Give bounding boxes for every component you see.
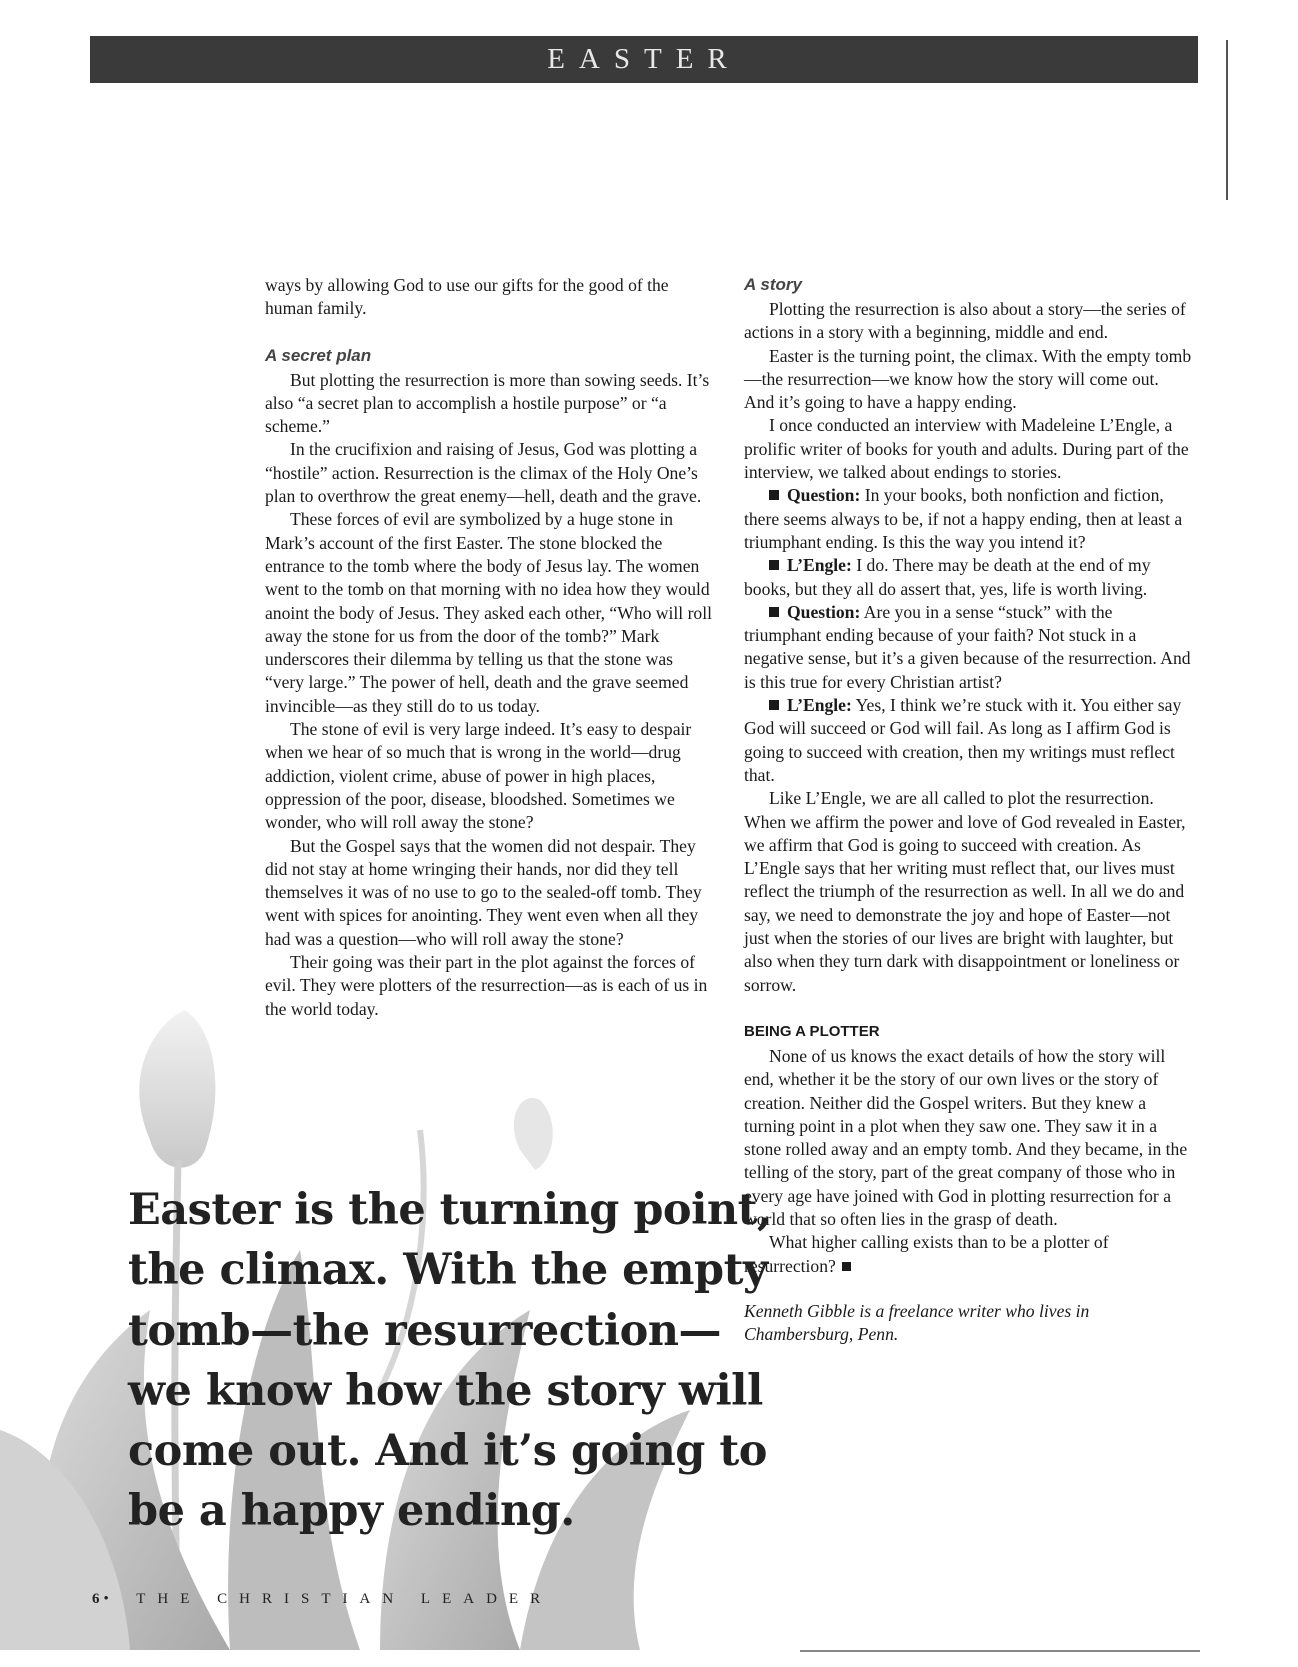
body-paragraph: In the crucifixion and raising of Jesus, God was plotting a “hostile” action. Resurrection is the climax of the Holy One’s plan to overthrow the great enemy—hell, death and the grave.: [265, 439, 702, 507]
body-paragraph: Their going was their part in the plot against the forces of evil. They were plotters of the resurrection—as is each of us in the world today.: [265, 952, 708, 1019]
pull-quote-line: we know how the story will: [128, 1365, 763, 1416]
square-bullet-icon: [769, 607, 779, 617]
page-number: 6: [92, 1591, 104, 1607]
interview-text: Are you in a sense “stuck” with the triumphant ending because of your faith? Not stuck in a negative sense, but it’s a given because of the resurrection. And is this true for every Christian artist?: [744, 601, 1191, 692]
closing-paragraph: [744, 1231, 1192, 1278]
bottom-rule: [800, 1650, 1200, 1652]
interview-entry: [744, 484, 1192, 554]
interview-entry: [744, 554, 1192, 601]
author-byline: Kenneth Gibble is a freelance writer who lives in Chambersburg, Penn.: [744, 1300, 1090, 1345]
left-column: [265, 274, 713, 1021]
interview-label: Question:: [787, 485, 861, 506]
body-paragraph: Easter is the turning point, the climax. With the empty tomb—the resurrection—we know how the story will come out. And it’s going to have a happy ending.: [744, 345, 1192, 413]
intro-paragraph: ways by allowing God to use our gifts for the good of the human family.: [265, 275, 669, 319]
margin-rule: [1226, 40, 1228, 200]
interview-text: I do. There may be death at the end of my books, but they all do assert that, yes, life is worth living.: [744, 555, 1151, 599]
page-footer: [92, 1591, 552, 1608]
footer-separator: •: [103, 1591, 121, 1607]
closing-text: What higher calling exists than to be a plotter of resurrection?: [744, 1232, 1109, 1276]
pull-quote-line: come out. And it’s going to: [128, 1426, 767, 1477]
body-paragraph: Plotting the resurrection is also about a story—the series of actions in a story with a beginning, middle and end.: [744, 299, 1186, 343]
right-column: [744, 274, 1192, 1346]
publication-name: THE CHRISTIAN LEADER: [136, 1591, 553, 1607]
body-paragraph: The stone of evil is very large indeed. It’s easy to despair when we hear of so much that is wrong in the world—drug addiction, violent crime, abuse of power in high places, oppression of the poor, disease, bloodshed. Sometimes we wonder, who will roll away the stone?: [265, 719, 692, 833]
body-paragraph: Like L’Engle, we are all called to plot the resurrection. When we affirm the power and love of God revealed in Easter, we affirm that God is going to succeed with creation. As L’Engle says that her writing must reflect that, our lives must reflect the triumph of the resurrection as well. In all we do and say, we need to demonstrate the joy and hope of Easter—not just when the stories of our lives are bright with laughter, but also when they turn dark with disappointment or loneliness or sorrow.: [744, 788, 1186, 995]
interview-label: Question:: [787, 601, 861, 622]
square-bullet-icon: [769, 560, 779, 570]
end-mark-icon: [842, 1262, 851, 1271]
interview-label: L’Engle:: [787, 555, 852, 576]
body-paragraph: None of us knows the exact details of how the story will end, whether it be the story of our own lives or the story of creation. Neither did the Gospel writers. But they knew a turning point in a plot when they saw one. They saw it in a stone rolled away and an empty tomb. And they became, in the telling of the story, part of the great company of those who in every age have joined with God in plotting resurrection for a world that so often lies in the grasp of death.: [744, 1045, 1188, 1229]
interview-entry: [744, 694, 1192, 787]
square-bullet-icon: [769, 490, 779, 500]
square-bullet-icon: [769, 700, 779, 710]
pull-quote-line: tomb—the resurrection—: [128, 1305, 722, 1356]
interview-text: In your books, both nonfiction and fiction, there seems always to be, if not a happy ending, then at least a triumphant ending. Is this the way you intend it?: [744, 485, 1183, 552]
body-paragraph: These forces of evil are symbolized by a huge stone in Mark’s account of the first Easter. The stone blocked the entrance to the tomb where the body of Jesus lay. The women went to the tomb on that morning with no idea how they would anoint the body of Jesus. They asked each other, “Who will roll away the stone for us from the door of the tomb?” Mark underscores their dilemma by telling us that the stone was “very large.” The power of hell, death and the grave seemed invincible—as they still do to us today.: [265, 509, 713, 716]
pull-quote-line: be a happy ending.: [128, 1486, 575, 1537]
subheading-a-story: A story: [744, 275, 802, 294]
pull-quote-line: the climax. With the empty: [128, 1245, 768, 1296]
pull-quote: [128, 1180, 772, 1542]
pull-quote-line: Easter is the turning point,: [128, 1185, 772, 1235]
body-paragraph: I once conducted an interview with Madeleine L’Engle, a prolific writer of books for youth and adults. During part of the interview, we talked about endings to stories.: [744, 415, 1189, 483]
body-paragraph: But plotting the resurrection is more than sowing seeds. It’s also “a secret plan to accomplish a hostile purpose” or “a scheme.”: [265, 369, 710, 437]
section-banner: [90, 36, 1198, 83]
interview-entry: [744, 601, 1192, 694]
section-title: EASTER: [547, 43, 741, 75]
subheading-secret-plan: A secret plan: [265, 345, 372, 365]
subheading-being-a-plotter: BEING A PLOTTER: [744, 1022, 880, 1040]
body-paragraph: But the Gospel says that the women did not despair. They did not stay at home wringing their hands, nor did they tell themselves it was of no use to go to the sealed-off tomb. They went with spices for anointing. They went even when all they had was a question—who will roll away the stone?: [265, 835, 702, 949]
interview-label: L’Engle:: [787, 695, 852, 716]
interview-text: Yes, I think we’re stuck with it. You either say God will succeed or God will fail. As long as I affirm God is going to succeed with creation, then my writings must reflect that.: [744, 695, 1182, 785]
